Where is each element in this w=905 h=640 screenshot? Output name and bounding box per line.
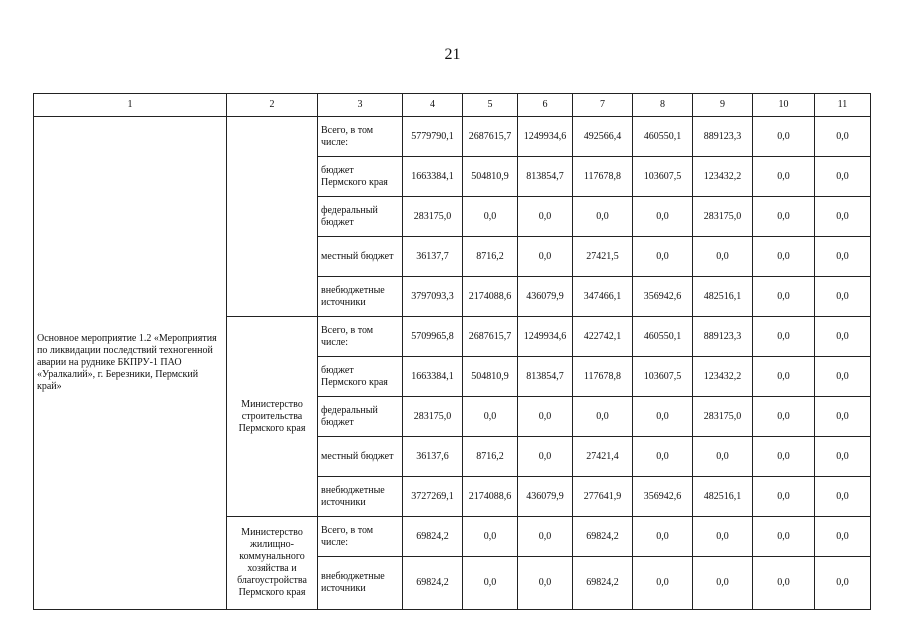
funding-source-label: бюджет Пермского края — [318, 357, 403, 397]
amount-cell: 1663384,1 — [403, 357, 463, 397]
amount-cell: 0,0 — [693, 437, 753, 477]
amount-cell: 0,0 — [815, 117, 871, 157]
budget-table — [33, 93, 871, 610]
column-header: 7 — [573, 94, 633, 117]
funding-source-label: федеральный бюджет — [318, 197, 403, 237]
amount-cell: 0,0 — [815, 477, 871, 517]
amount-cell: 69824,2 — [573, 557, 633, 610]
amount-cell: 1249934,6 — [518, 317, 573, 357]
amount-cell: 0,0 — [815, 157, 871, 197]
amount-cell: 492566,4 — [573, 117, 633, 157]
amount-cell: 283175,0 — [693, 197, 753, 237]
column-header: 3 — [318, 94, 403, 117]
amount-cell: 0,0 — [463, 197, 518, 237]
funding-source-label: бюджет Пермского края — [318, 157, 403, 197]
amount-cell: 0,0 — [815, 197, 871, 237]
amount-cell: 482516,1 — [693, 277, 753, 317]
amount-cell: 347466,1 — [573, 277, 633, 317]
amount-cell: 2687615,7 — [463, 317, 518, 357]
amount-cell: 123432,2 — [693, 357, 753, 397]
funding-source-label: федеральный бюджет — [318, 397, 403, 437]
column-header: 1 — [34, 94, 227, 117]
amount-cell: 27421,5 — [573, 237, 633, 277]
amount-cell: 0,0 — [753, 557, 815, 610]
amount-cell: 69824,2 — [573, 517, 633, 557]
amount-cell: 460550,1 — [633, 317, 693, 357]
amount-cell: 0,0 — [518, 197, 573, 237]
amount-cell: 2174088,6 — [463, 277, 518, 317]
amount-cell: 283175,0 — [403, 397, 463, 437]
amount-cell: 36137,7 — [403, 237, 463, 277]
amount-cell: 0,0 — [693, 237, 753, 277]
amount-cell: 0,0 — [753, 397, 815, 437]
amount-cell: 123432,2 — [693, 157, 753, 197]
amount-cell: 0,0 — [753, 157, 815, 197]
amount-cell: 813854,7 — [518, 157, 573, 197]
column-header: 9 — [693, 94, 753, 117]
amount-cell: 0,0 — [633, 197, 693, 237]
funding-source-label: внебюджетные источники — [318, 277, 403, 317]
amount-cell: 889123,3 — [693, 117, 753, 157]
funding-source-label: внебюджетные источники — [318, 557, 403, 610]
amount-cell: 356942,6 — [633, 277, 693, 317]
amount-cell: 36137,6 — [403, 437, 463, 477]
column-header: 4 — [403, 94, 463, 117]
amount-cell: 0,0 — [633, 397, 693, 437]
amount-cell: 813854,7 — [518, 357, 573, 397]
amount-cell: 0,0 — [463, 517, 518, 557]
amount-cell: 0,0 — [518, 237, 573, 277]
amount-cell: 0,0 — [815, 277, 871, 317]
amount-cell: 0,0 — [518, 557, 573, 610]
funding-source-label: местный бюджет — [318, 437, 403, 477]
responsible-organization: Министерство строительства Пермского края — [227, 317, 318, 517]
amount-cell: 0,0 — [463, 557, 518, 610]
amount-cell: 0,0 — [753, 317, 815, 357]
amount-cell: 283175,0 — [403, 197, 463, 237]
amount-cell: 0,0 — [693, 557, 753, 610]
amount-cell: 5709965,8 — [403, 317, 463, 357]
amount-cell: 504810,9 — [463, 357, 518, 397]
responsible-organization — [227, 117, 318, 317]
amount-cell: 0,0 — [693, 517, 753, 557]
amount-cell: 0,0 — [753, 197, 815, 237]
table-header-row — [34, 94, 871, 117]
amount-cell: 0,0 — [753, 357, 815, 397]
table-row — [34, 117, 871, 157]
amount-cell: 436079,9 — [518, 477, 573, 517]
amount-cell: 482516,1 — [693, 477, 753, 517]
amount-cell: 0,0 — [753, 237, 815, 277]
page-number: 21 — [444, 46, 461, 63]
amount-cell: 27421,4 — [573, 437, 633, 477]
amount-cell: 117678,8 — [573, 357, 633, 397]
amount-cell: 422742,1 — [573, 317, 633, 357]
funding-source-label: местный бюджет — [318, 237, 403, 277]
amount-cell: 0,0 — [518, 397, 573, 437]
amount-cell: 3727269,1 — [403, 477, 463, 517]
amount-cell: 460550,1 — [633, 117, 693, 157]
amount-cell: 0,0 — [753, 517, 815, 557]
amount-cell: 0,0 — [633, 557, 693, 610]
amount-cell: 0,0 — [815, 357, 871, 397]
amount-cell: 436079,9 — [518, 277, 573, 317]
amount-cell: 0,0 — [573, 397, 633, 437]
amount-cell: 5779790,1 — [403, 117, 463, 157]
column-header: 11 — [815, 94, 871, 117]
amount-cell: 0,0 — [463, 397, 518, 437]
amount-cell: 1663384,1 — [403, 157, 463, 197]
amount-cell: 8716,2 — [463, 237, 518, 277]
amount-cell: 3797093,3 — [403, 277, 463, 317]
amount-cell: 0,0 — [753, 117, 815, 157]
column-header: 8 — [633, 94, 693, 117]
amount-cell: 117678,8 — [573, 157, 633, 197]
amount-cell: 0,0 — [633, 437, 693, 477]
column-header: 5 — [463, 94, 518, 117]
amount-cell: 2687615,7 — [463, 117, 518, 157]
amount-cell: 103607,5 — [633, 357, 693, 397]
amount-cell: 277641,9 — [573, 477, 633, 517]
amount-cell: 0,0 — [815, 437, 871, 477]
amount-cell: 504810,9 — [463, 157, 518, 197]
amount-cell: 0,0 — [573, 197, 633, 237]
amount-cell: 103607,5 — [633, 157, 693, 197]
amount-cell: 0,0 — [815, 557, 871, 610]
amount-cell: 0,0 — [753, 477, 815, 517]
responsible-organization: Министерство жилищно-коммунального хозяйства и благоустройства Пермского края — [227, 517, 318, 610]
funding-source-label: внебюджетные источники — [318, 477, 403, 517]
funding-source-label: Всего, в том числе: — [318, 517, 403, 557]
amount-cell: 0,0 — [518, 517, 573, 557]
amount-cell: 0,0 — [518, 437, 573, 477]
amount-cell: 0,0 — [633, 517, 693, 557]
amount-cell: 0,0 — [753, 437, 815, 477]
amount-cell: 1249934,6 — [518, 117, 573, 157]
amount-cell: 69824,2 — [403, 557, 463, 610]
amount-cell: 0,0 — [815, 397, 871, 437]
activity-description: Основное мероприятие 1.2 «Мероприятия по ликвидации последствий техногенной аварии на руднике БКПРУ-1 ПАО «Уралкалий», г. Березники, Пермский край» — [34, 117, 227, 610]
funding-source-label: Всего, в том числе: — [318, 117, 403, 157]
amount-cell: 69824,2 — [403, 517, 463, 557]
column-header: 10 — [753, 94, 815, 117]
amount-cell: 0,0 — [815, 317, 871, 357]
amount-cell: 0,0 — [815, 237, 871, 277]
amount-cell: 0,0 — [815, 517, 871, 557]
column-header: 6 — [518, 94, 573, 117]
amount-cell: 356942,6 — [633, 477, 693, 517]
amount-cell: 0,0 — [633, 237, 693, 277]
amount-cell: 2174088,6 — [463, 477, 518, 517]
amount-cell: 889123,3 — [693, 317, 753, 357]
column-header: 2 — [227, 94, 318, 117]
amount-cell: 283175,0 — [693, 397, 753, 437]
amount-cell: 8716,2 — [463, 437, 518, 477]
funding-source-label: Всего, в том числе: — [318, 317, 403, 357]
amount-cell: 0,0 — [753, 277, 815, 317]
